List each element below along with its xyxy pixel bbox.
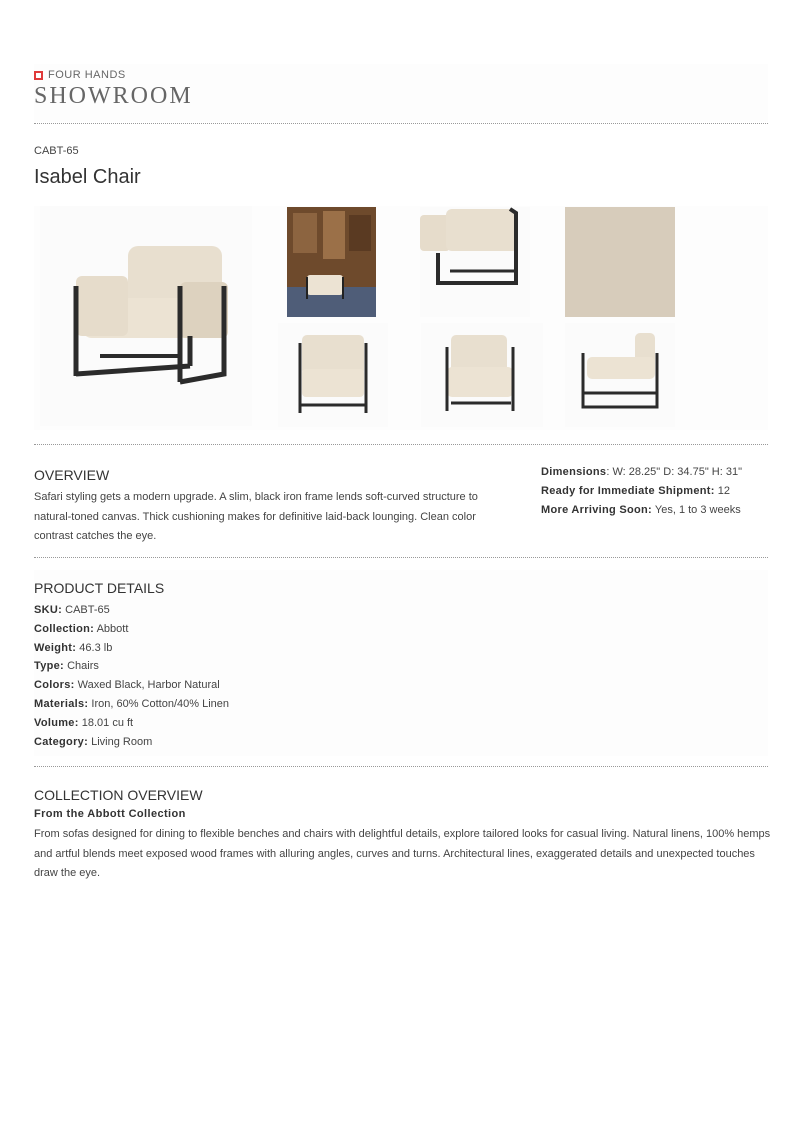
detail-label: Volume: bbox=[34, 716, 79, 729]
divider bbox=[34, 123, 768, 124]
page-title: Isabel Chair bbox=[34, 166, 141, 188]
detail-value: 18.01 cu ft bbox=[78, 716, 134, 729]
spec-arriving-soon bbox=[541, 501, 771, 520]
lifestyle-room-image[interactable] bbox=[287, 207, 376, 317]
detail-row-volume bbox=[34, 714, 229, 733]
spec-dimensions bbox=[541, 463, 771, 482]
divider bbox=[34, 766, 768, 767]
chair-angle-image[interactable] bbox=[421, 323, 543, 427]
spec-label: More Arriving Soon: bbox=[541, 504, 653, 516]
detail-row-materials bbox=[34, 695, 229, 714]
chair-detail-side-image[interactable] bbox=[420, 207, 530, 317]
detail-value: 46.3 lb bbox=[76, 641, 113, 654]
detail-row-type bbox=[34, 657, 229, 676]
spec-value: Yes, 1 to 3 weeks bbox=[652, 504, 741, 516]
header bbox=[34, 64, 768, 122]
detail-row-sku bbox=[34, 601, 229, 620]
detail-label: Materials: bbox=[34, 697, 89, 710]
overview-text: Safari styling gets a modern upgrade. A slim, black iron frame lends soft-curved structure to natural-toned canvas. Thick cushioning makes for definitive laid-back lounging. Clean color contrast catches the eye. bbox=[34, 491, 478, 542]
detail-row-weight bbox=[34, 639, 229, 658]
detail-value: Abbott bbox=[94, 622, 129, 635]
spec-ready-shipment bbox=[541, 482, 771, 501]
detail-row-colors bbox=[34, 676, 229, 695]
detail-value: Living Room bbox=[88, 735, 153, 748]
detail-value: CABT-65 bbox=[62, 604, 110, 616]
details-heading: PRODUCT DETAILS bbox=[34, 580, 165, 596]
collection-heading: COLLECTION OVERVIEW bbox=[34, 787, 203, 803]
detail-label: Colors: bbox=[34, 679, 75, 692]
spec-label: Dimensions bbox=[541, 466, 607, 478]
detail-value: Waxed Black, Harbor Natural bbox=[74, 679, 220, 692]
fabric-swatch-image[interactable] bbox=[565, 207, 675, 317]
spec-label: Ready for Immediate Shipment: bbox=[541, 485, 715, 497]
brand-logo-icon bbox=[34, 71, 43, 80]
chair-profile-image[interactable] bbox=[565, 323, 675, 427]
detail-label: Collection: bbox=[34, 622, 95, 635]
divider bbox=[34, 557, 768, 558]
detail-label: SKU: bbox=[34, 604, 63, 616]
detail-value: Chairs bbox=[64, 660, 99, 673]
collection-subtitle: From the Abbott Collection bbox=[34, 808, 186, 820]
detail-row-collection bbox=[34, 620, 229, 639]
image-gallery bbox=[34, 206, 768, 430]
detail-label: Type: bbox=[34, 660, 65, 673]
spec-value: : W: 28.25" D: 34.75" H: 31" bbox=[606, 466, 742, 478]
spec-value: 12 bbox=[714, 485, 731, 497]
overview-heading: OVERVIEW bbox=[34, 467, 110, 483]
product-sku: CABT-65 bbox=[34, 145, 79, 157]
detail-label: Weight: bbox=[34, 641, 77, 654]
details-list bbox=[34, 601, 229, 751]
showroom-label: SHOWROOM bbox=[34, 83, 193, 109]
divider bbox=[34, 444, 768, 445]
brand-name: FOUR HANDS bbox=[48, 69, 126, 81]
specs-block bbox=[541, 463, 771, 520]
detail-label: Category: bbox=[34, 735, 89, 748]
detail-value: Iron, 60% Cotton/40% Linen bbox=[88, 697, 230, 710]
collection-text: From sofas designed for dining to flexible benches and chairs with delightful details, explore tailored looks for casual living. Natural linens, 100% hemps and artful blends meet exposed wood frames with alluring angles, curves and turns. Architectural lines, exaggerated details and unexpected touches draw the eye. bbox=[34, 828, 771, 879]
chair-front-image[interactable] bbox=[278, 323, 388, 427]
detail-row-category bbox=[34, 733, 229, 752]
main-chair-image[interactable] bbox=[40, 206, 252, 426]
brand-line bbox=[34, 69, 768, 81]
